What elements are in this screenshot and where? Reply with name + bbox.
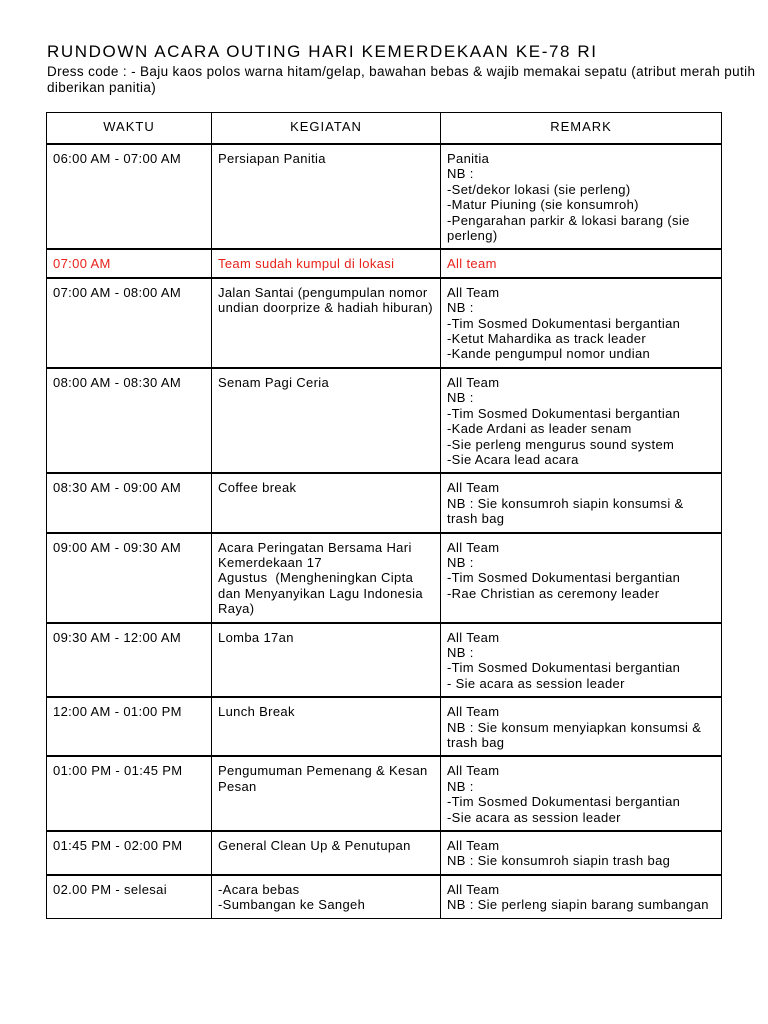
remark-line: NB : Sie konsumroh siapin trash bag (447, 853, 671, 869)
remark-line: NB : Sie perleng siapin barang sumbangan (447, 897, 709, 913)
kegiatan-line: Acara Peringatan Bersama Hari Kemerdekaan 17 (218, 539, 416, 570)
remark-line: -Ketut Mahardika as track leader (447, 331, 647, 347)
table-row (47, 249, 722, 277)
table-row (47, 875, 722, 918)
kegiatan-line: Coffee break (218, 480, 297, 496)
cell-kegiatan (212, 249, 441, 277)
kegiatan-line: -Acara bebas (218, 881, 300, 897)
remark-line: -Tim Sosmed Dokumentasi bergantian (447, 570, 681, 586)
kegiatan-line: Senam Pagi Ceria (218, 374, 330, 390)
table-row (47, 144, 722, 249)
cell-remark (441, 278, 722, 368)
remark-line: All team (447, 256, 497, 272)
cell-waktu: 09:30 AM - 12:00 AM (47, 623, 212, 698)
remark-line: NB : (447, 644, 474, 660)
kegiatan-line: Pengumuman Pemenang & Kesan Pesan (218, 763, 432, 794)
cell-waktu: 08:00 AM - 08:30 AM (47, 368, 212, 473)
cell-remark (441, 623, 722, 698)
remark-line: NB : Sie konsumroh siapin konsumsi & trash bag (447, 495, 688, 527)
cell-waktu: 12:00 AM - 01:00 PM (47, 697, 212, 756)
table-row (47, 368, 722, 473)
cell-kegiatan (212, 756, 441, 831)
cell-remark (441, 473, 722, 532)
kegiatan-line: Jalan Santai (pengumpulan nomor undian doorprize & hadiah hiburan) (218, 284, 433, 316)
table-row (47, 533, 722, 623)
table-row (47, 697, 722, 756)
kegiatan-line: Agustus (Mengheningkan Cipta dan Menyanyikan Lagu Indonesia Raya) (218, 570, 427, 617)
remark-line: All Team (447, 629, 500, 645)
remark-line: All Team (447, 838, 500, 854)
cell-kegiatan (212, 623, 441, 698)
remark-line: All Team (447, 480, 500, 496)
cell-kegiatan (212, 697, 441, 756)
cell-waktu: 09:00 AM - 09:30 AM (47, 533, 212, 623)
remark-line: NB : (447, 300, 474, 316)
remark-line: -Pengarahan parkir & lokasi barang (sie perleng) (447, 212, 694, 244)
remark-line: - Sie acara as session leader (447, 675, 625, 691)
cell-kegiatan (212, 144, 441, 249)
cell-remark (441, 368, 722, 473)
cell-waktu: 01:45 PM - 02:00 PM (47, 831, 212, 875)
column-header-kegiatan: KEGIATAN (212, 113, 441, 145)
cell-waktu: 06:00 AM - 07:00 AM (47, 144, 212, 249)
page-title: RUNDOWN ACARA OUTING HARI KEMERDEKAAN KE-78 RI (47, 42, 598, 61)
remark-line: All Team (447, 539, 500, 555)
remark-line: NB : (447, 778, 474, 794)
remark-line: -Rae Christian as ceremony leader (447, 585, 660, 601)
cell-kegiatan (212, 368, 441, 473)
remark-line: NB : (447, 166, 474, 182)
column-header-remark: REMARK (441, 113, 722, 145)
remark-line: -Tim Sosmed Dokumentasi bergantian (447, 660, 681, 676)
cell-remark (441, 533, 722, 623)
remark-line: All Team (447, 704, 500, 720)
remark-line: -Kade Ardani as leader senam (447, 421, 632, 437)
remark-line: NB : Sie konsum menyiapkan konsumsi & trash bag (447, 719, 706, 750)
remark-line: Panitia (447, 151, 490, 166)
remark-line: -Set/dekor lokasi (sie perleng) (447, 181, 631, 197)
kegiatan-line: Lomba 17an (218, 629, 294, 645)
cell-remark (441, 249, 722, 277)
cell-kegiatan (212, 278, 441, 368)
kegiatan-line: -Sumbangan ke Sangeh (218, 897, 366, 913)
cell-kegiatan (212, 473, 441, 532)
remark-line: -Tim Sosmed Dokumentasi bergantian (447, 405, 681, 421)
cell-kegiatan (212, 831, 441, 875)
remark-line: -Kande pengumpul nomor undian (447, 346, 651, 362)
cell-remark (441, 697, 722, 756)
table-row (47, 831, 722, 875)
remark-line: -Sie Acara lead acara (447, 451, 579, 467)
cell-waktu: 08:30 AM - 09:00 AM (47, 473, 212, 532)
remark-line: -Matur Piuning (sie konsumroh) (447, 197, 639, 213)
remark-line: All Team (447, 284, 500, 300)
kegiatan-line: Lunch Break (218, 704, 295, 720)
table-row (47, 278, 722, 368)
remark-line: NB : (447, 390, 474, 406)
table-body (47, 144, 722, 918)
remark-line: -Tim Sosmed Dokumentasi bergantian (447, 315, 681, 331)
table-row (47, 473, 722, 532)
kegiatan-line: Persiapan Panitia (218, 151, 326, 166)
kegiatan-line: Team sudah kumpul di lokasi (218, 256, 395, 272)
remark-line: All Team (447, 881, 500, 897)
table-row (47, 756, 722, 831)
kegiatan-line: General Clean Up & Penutupan (218, 838, 411, 854)
remark-line: All Team (447, 374, 500, 390)
table-row (47, 623, 722, 698)
remark-line: All Team (447, 763, 500, 779)
cell-remark (441, 144, 722, 249)
cell-waktu: 02.00 PM - selesai (47, 875, 212, 918)
cell-kegiatan (212, 875, 441, 918)
remark-line: -Tim Sosmed Dokumentasi bergantian (447, 794, 681, 810)
cell-remark (441, 875, 722, 918)
remark-line: -Sie acara as session leader (447, 809, 621, 825)
cell-waktu: 07:00 AM (47, 249, 212, 277)
table-header-row (47, 113, 722, 145)
cell-waktu: 01:00 PM - 01:45 PM (47, 756, 212, 831)
remark-line: NB : (447, 554, 474, 570)
cell-remark (441, 756, 722, 831)
cell-remark (441, 831, 722, 875)
cell-waktu: 07:00 AM - 08:00 AM (47, 278, 212, 368)
cell-kegiatan (212, 533, 441, 623)
column-header-waktu: WAKTU (47, 113, 212, 145)
remark-line: -Sie perleng mengurus sound system (447, 436, 675, 452)
dress-code-note: Dress code : - Baju kaos polos warna hitam/gelap, bawahan bebas & wajib memakai sepatu (atribut merah putih diberikan panitia) (47, 64, 756, 95)
rundown-table (46, 112, 722, 919)
